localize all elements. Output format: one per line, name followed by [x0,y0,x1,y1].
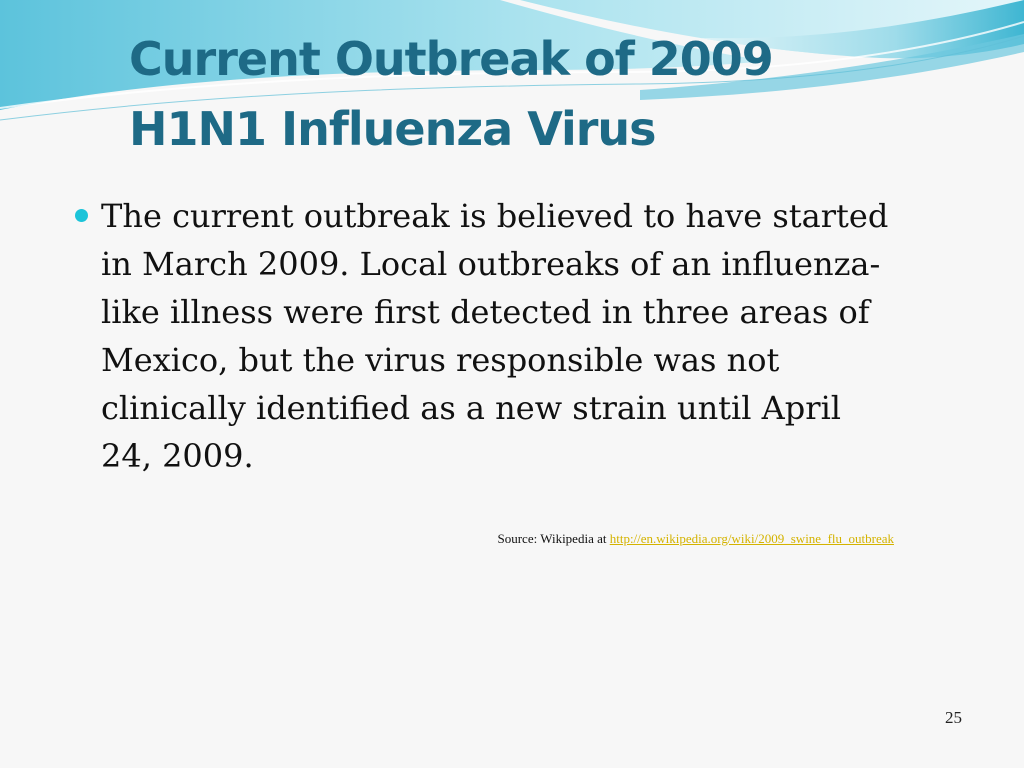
bullet-dot-icon [75,209,88,222]
bullet-text: The current outbreak is believed to have started in March 2009. Local outbreaks of an influenza-like illness were first detected in three areas of Mexico, but the virus responsible was not clinically identified as a new strain until April 24, 2009. [101,197,889,475]
source-link[interactable]: http://en.wikipedia.org/wiki/2009_swine_flu_outbreak [609,531,894,546]
source-citation [497,531,894,547]
slide-number: 25 [945,708,962,727]
title-line-2: H1N1 Influenza Virus [129,102,656,156]
bullet-list [75,192,895,480]
slide-title [129,24,969,164]
source-prefix: Source: Wikipedia at [497,531,610,546]
title-line-1: Current Outbreak of 2009 [129,32,773,86]
bullet-item [75,192,895,480]
